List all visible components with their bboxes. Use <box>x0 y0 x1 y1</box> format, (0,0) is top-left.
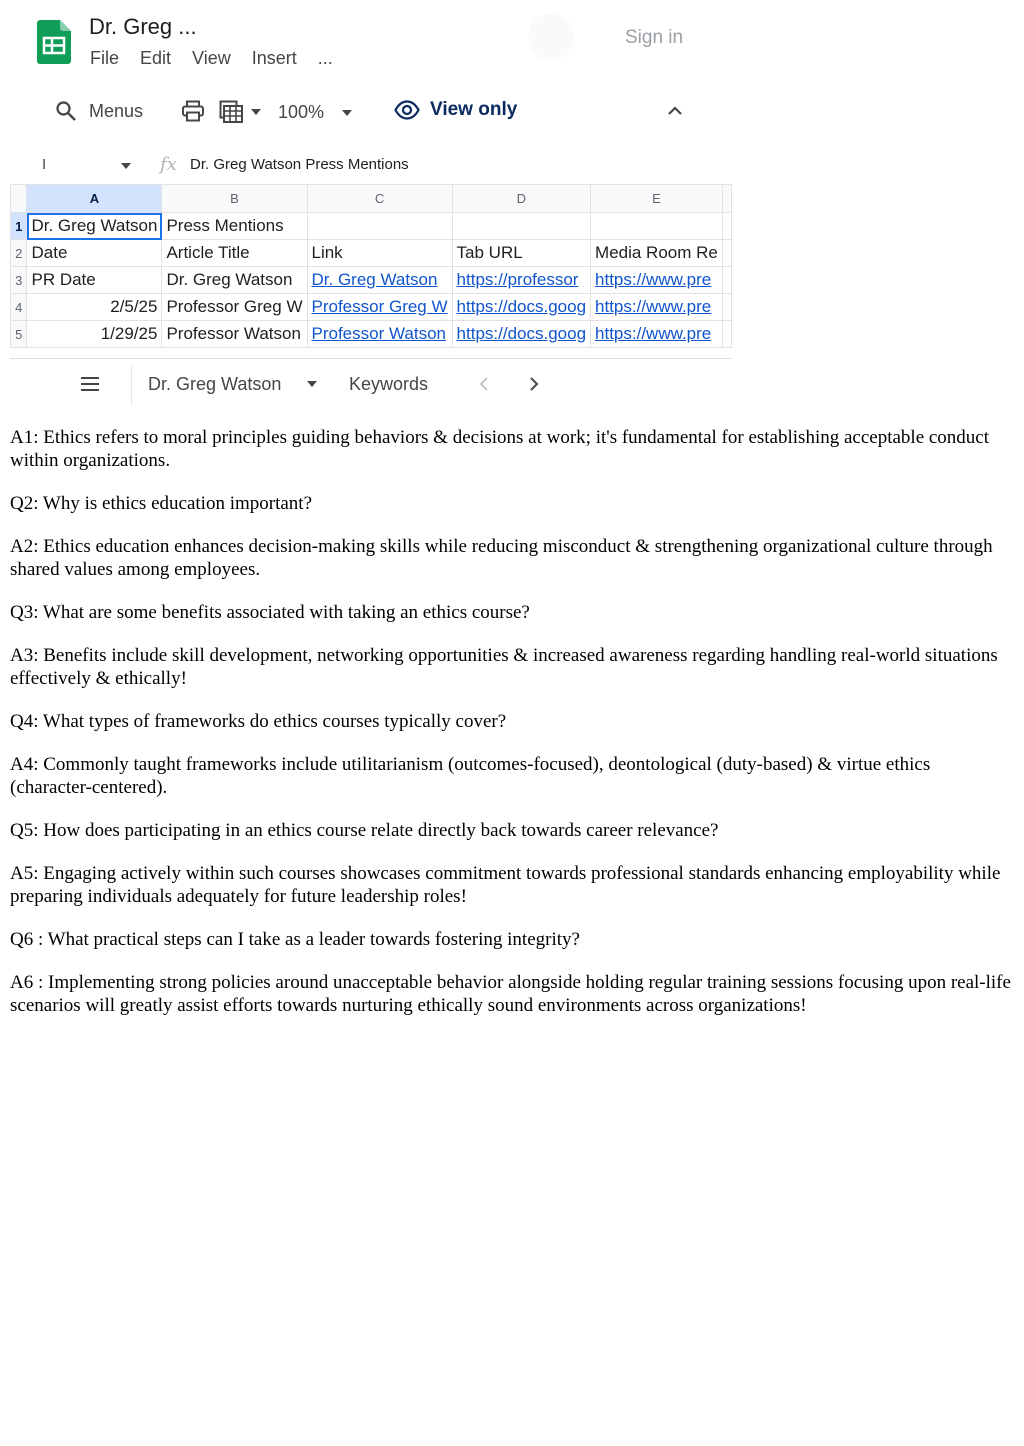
chevron-left-icon[interactable] <box>478 376 490 392</box>
menus-label: Menus <box>89 100 144 121</box>
cell-link[interactable]: Dr. Greg Watson <box>307 267 452 294</box>
cell[interactable] <box>722 267 731 294</box>
row-header[interactable]: 2 <box>11 240 27 267</box>
question-5: Q5: How does participating in an ethics course relate directly back towards career relevance? <box>10 820 719 841</box>
zoom-select[interactable] <box>278 102 352 123</box>
view-only-button[interactable] <box>394 99 517 121</box>
column-header-c[interactable]: C <box>307 185 452 213</box>
chevron-down-icon[interactable] <box>121 163 131 169</box>
question-6: Q6 : What practical steps can I take as a leader towards fostering integrity? <box>10 929 580 950</box>
chevron-down-icon[interactable] <box>307 381 317 387</box>
view-only-label: View only <box>430 99 518 120</box>
spreadsheet-grid <box>10 184 732 359</box>
cell[interactable]: Tab URL <box>452 240 590 267</box>
collapse-toolbar-button[interactable] <box>667 104 683 116</box>
column-header-e[interactable]: E <box>591 185 723 213</box>
faq-content <box>10 426 1015 1037</box>
table-row <box>11 321 732 348</box>
row-header[interactable]: 5 <box>11 321 27 348</box>
answer-6: A6 : Implementing strong policies around unacceptable behavior alongside holding regular training sessions focusing upon real-life scenarios will greatly assist efforts towards nurturing ethically sound environments across organizations! <box>10 972 1011 1016</box>
table-row <box>11 240 732 267</box>
column-header-row <box>11 185 732 213</box>
table-format-icon <box>219 100 245 124</box>
cell[interactable] <box>722 294 731 321</box>
column-header-d[interactable]: D <box>452 185 590 213</box>
cell[interactable] <box>722 321 731 348</box>
avatar-placeholder <box>528 14 574 60</box>
eye-icon <box>394 100 420 120</box>
cell-link[interactable]: https://professor <box>452 267 590 294</box>
menu-insert[interactable]: Insert <box>251 48 297 68</box>
sheets-embed <box>0 0 740 410</box>
cell-link[interactable]: https://docs.goog <box>452 321 590 348</box>
cell-link[interactable]: Professor Watson <box>307 321 452 348</box>
cell[interactable]: Professor Watson <box>162 321 307 348</box>
cell-link[interactable]: https://www.pre <box>591 321 723 348</box>
cell[interactable]: PR Date <box>27 267 162 294</box>
menu-view[interactable]: View <box>192 48 231 68</box>
cell-link[interactable]: Professor Greg W <box>307 294 452 321</box>
column-header-b[interactable]: B <box>162 185 307 213</box>
cell[interactable]: Link <box>307 240 452 267</box>
row-header[interactable]: 3 <box>11 267 27 294</box>
all-sheets-menu-icon[interactable] <box>80 376 100 392</box>
cell[interactable]: 1/29/25 <box>27 321 162 348</box>
cell-link[interactable]: https://www.pre <box>591 267 723 294</box>
cell[interactable]: Date <box>27 240 162 267</box>
cell[interactable]: Dr. Greg Watson <box>162 267 307 294</box>
menu-edit[interactable]: Edit <box>140 48 172 68</box>
cell[interactable]: Media Room Re <box>591 240 723 267</box>
search-icon <box>55 100 77 122</box>
select-all-corner[interactable] <box>11 185 27 213</box>
sign-in-button[interactable]: Sign in <box>625 27 684 48</box>
chevron-up-icon <box>667 104 683 116</box>
answer-1: A1: Ethics refers to moral principles guiding behaviors & decisions at work; it's fundamental for establishing acceptable conduct within organizations. <box>10 427 990 471</box>
name-box[interactable]: I <box>42 156 47 173</box>
cell[interactable] <box>591 213 723 240</box>
sheet-tab-bar <box>0 360 740 406</box>
menu-file[interactable]: File <box>90 48 120 68</box>
answer-4: A4: Commonly taught frameworks include utilitarianism (outcomes-focused), deontological (duty-based) & virtue ethics (character-centered). <box>10 754 931 798</box>
tab-divider <box>131 366 132 406</box>
question-4: Q4: What types of frameworks do ethics courses typically cover? <box>10 711 507 732</box>
chevron-down-icon <box>251 109 261 115</box>
menus-search-button[interactable] <box>55 100 143 122</box>
row-header[interactable]: 4 <box>11 294 27 321</box>
menu-bar <box>90 48 333 69</box>
row-header[interactable]: 1 <box>11 213 27 240</box>
answer-5: A5: Engaging actively within such courses showcases commitment towards professional standards enhancing employability while preparing individuals adequately for future leadership roles! <box>10 863 1001 907</box>
zoom-value: 100% <box>278 102 325 122</box>
table-row <box>11 294 732 321</box>
tab-dr-greg-watson[interactable]: Dr. Greg Watson <box>148 374 282 394</box>
table-row <box>11 267 732 294</box>
chevron-right-icon[interactable] <box>528 376 540 392</box>
format-dropdown-button[interactable] <box>219 100 261 124</box>
answer-2: A2: Ethics education enhances decision-making skills while reducing misconduct & strengthening organizational culture through shared values among employees. <box>10 536 993 580</box>
cell[interactable] <box>452 213 590 240</box>
cell[interactable] <box>722 213 731 240</box>
cell[interactable]: Press Mentions <box>162 213 307 240</box>
cell[interactable] <box>722 240 731 267</box>
question-2: Q2: Why is ethics education important? <box>10 493 312 514</box>
function-icon: fx <box>160 154 177 175</box>
cell[interactable]: Professor Greg W <box>162 294 307 321</box>
tab-keywords[interactable]: Keywords <box>349 374 429 394</box>
column-header-a[interactable]: A <box>27 185 162 213</box>
cell[interactable]: 2/5/25 <box>27 294 162 321</box>
table-row <box>11 213 732 240</box>
formula-bar <box>0 150 740 180</box>
question-3: Q3: What are some benefits associated with taking an ethics course? <box>10 602 530 623</box>
sheet-table <box>10 184 732 348</box>
cell[interactable]: Article Title <box>162 240 307 267</box>
chevron-down-icon <box>342 110 352 116</box>
print-button[interactable] <box>181 100 205 122</box>
cell-link[interactable]: https://docs.goog <box>452 294 590 321</box>
print-icon <box>181 100 205 122</box>
toolbar <box>0 94 740 128</box>
cell[interactable]: Dr. Greg Watson <box>27 213 162 240</box>
document-title: Dr. Greg ... <box>89 14 197 39</box>
cell-link[interactable]: https://www.pre <box>591 294 723 321</box>
google-sheets-logo[interactable] <box>37 20 71 64</box>
formula-content: Dr. Greg Watson Press Mentions <box>190 156 409 173</box>
answer-3: A3: Benefits include skill development, networking opportunities & increased awareness regarding handling real-world situations effectively & ethically! <box>10 645 998 689</box>
cell[interactable] <box>307 213 452 240</box>
menu-more[interactable]: ... <box>317 48 333 68</box>
column-header-f[interactable] <box>722 185 731 213</box>
